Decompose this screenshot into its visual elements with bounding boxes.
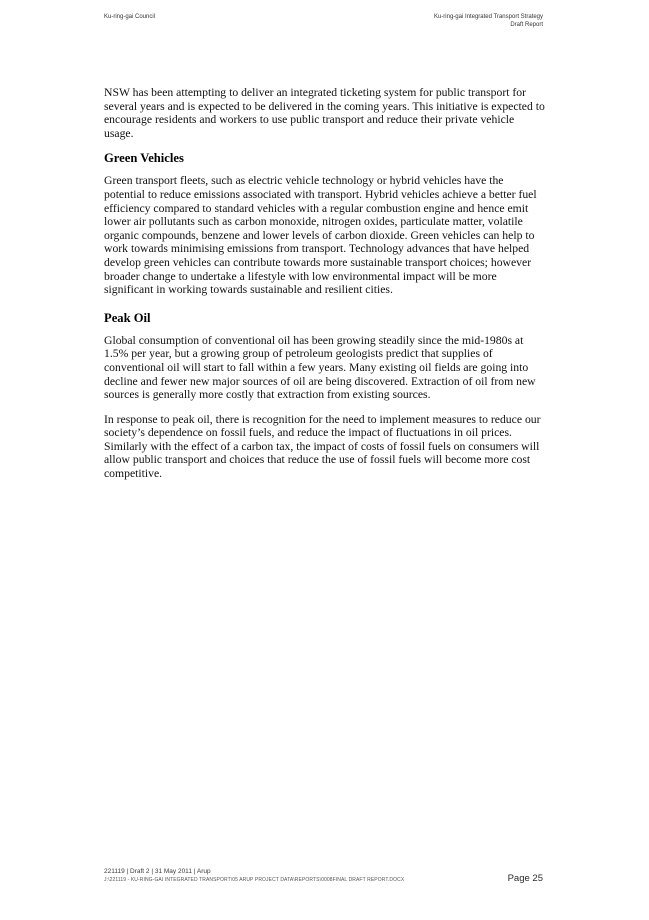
- section-heading-green-vehicles: Green Vehicles: [104, 151, 184, 166]
- peak-oil-paragraph-2: In response to peak oil, there is recognition for the need to implement measures to reduce our society’s dependence on fossil fuels, and reduce the impact of fluctuations in oil prices. Similarly with the effect of a carbon tax, the impact of costs of fossil fuels on consumers will allow public transport and choices that reduce the use of fossil fuels will become more cost competitive.: [104, 412, 541, 481]
- peak-oil-paragraph-1: Global consumption of conventional oil has been growing steadily since the mid-1980s at 1.5% per year, but a growing group of petroleum geologists predict that supplies of conventional oil will start to fall within a few years. Many existing oil fields are going into decline and fewer new major sources of oil are being discovered. Extraction of oil from new sources is generally more costly that extraction from existing sources.: [104, 333, 536, 402]
- footer-file-path: J:\221119 - KU-RING-GAI INTEGRATED TRANSPORT\05 ARUP PROJECT DATA\REPORTS\0008FINAL DRAFT REPORT.DOCX: [104, 877, 405, 883]
- intro-paragraph: NSW has been attempting to deliver an integrated ticketing system for public transport for several years and is expected to be delivered in the coming years. This initiative is expected to encourage residents and workers to use public transport and reduce their private vehicle usage.: [104, 86, 545, 140]
- header-report-title-line2: Draft Report: [510, 21, 543, 28]
- page-header: [104, 14, 543, 29]
- section-heading-peak-oil: Peak Oil: [104, 310, 151, 325]
- footer-document-meta: 221119 | Draft 2 | 31 May 2011 | Arup: [104, 868, 211, 875]
- document-body: [104, 86, 546, 492]
- header-report-title: [434, 14, 543, 29]
- green-vehicles-paragraph: Green transport fleets, such as electric vehicle technology or hybrid vehicles have the potential to reduce emissions associated with transport. Hybrid vehicles achieve a better fuel efficiency compared to standard vehicles with a regular combustion engine and hence emit lower air pollutants such as carbon monoxide, nitrogen oxides, particulate matter, volatile organic compounds, benzene and lower levels of carbon dioxide. Green vehicles can help to work towards minimising emissions from transport. Technology advances that have helped develop green vehicles can contribute towards more sustainable transport choices; however broader change to undertake a lifestyle with low environmental impact will be more significant in working towards sustainable and resilient cities.: [104, 174, 537, 297]
- header-council-name: Ku-ring-gai Council: [104, 14, 156, 20]
- header-report-title-line1: Ku-ring-gai Integrated Transport Strategy: [433, 14, 543, 20]
- footer-page-number: Page 25: [507, 873, 543, 884]
- page-footer: [104, 867, 543, 884]
